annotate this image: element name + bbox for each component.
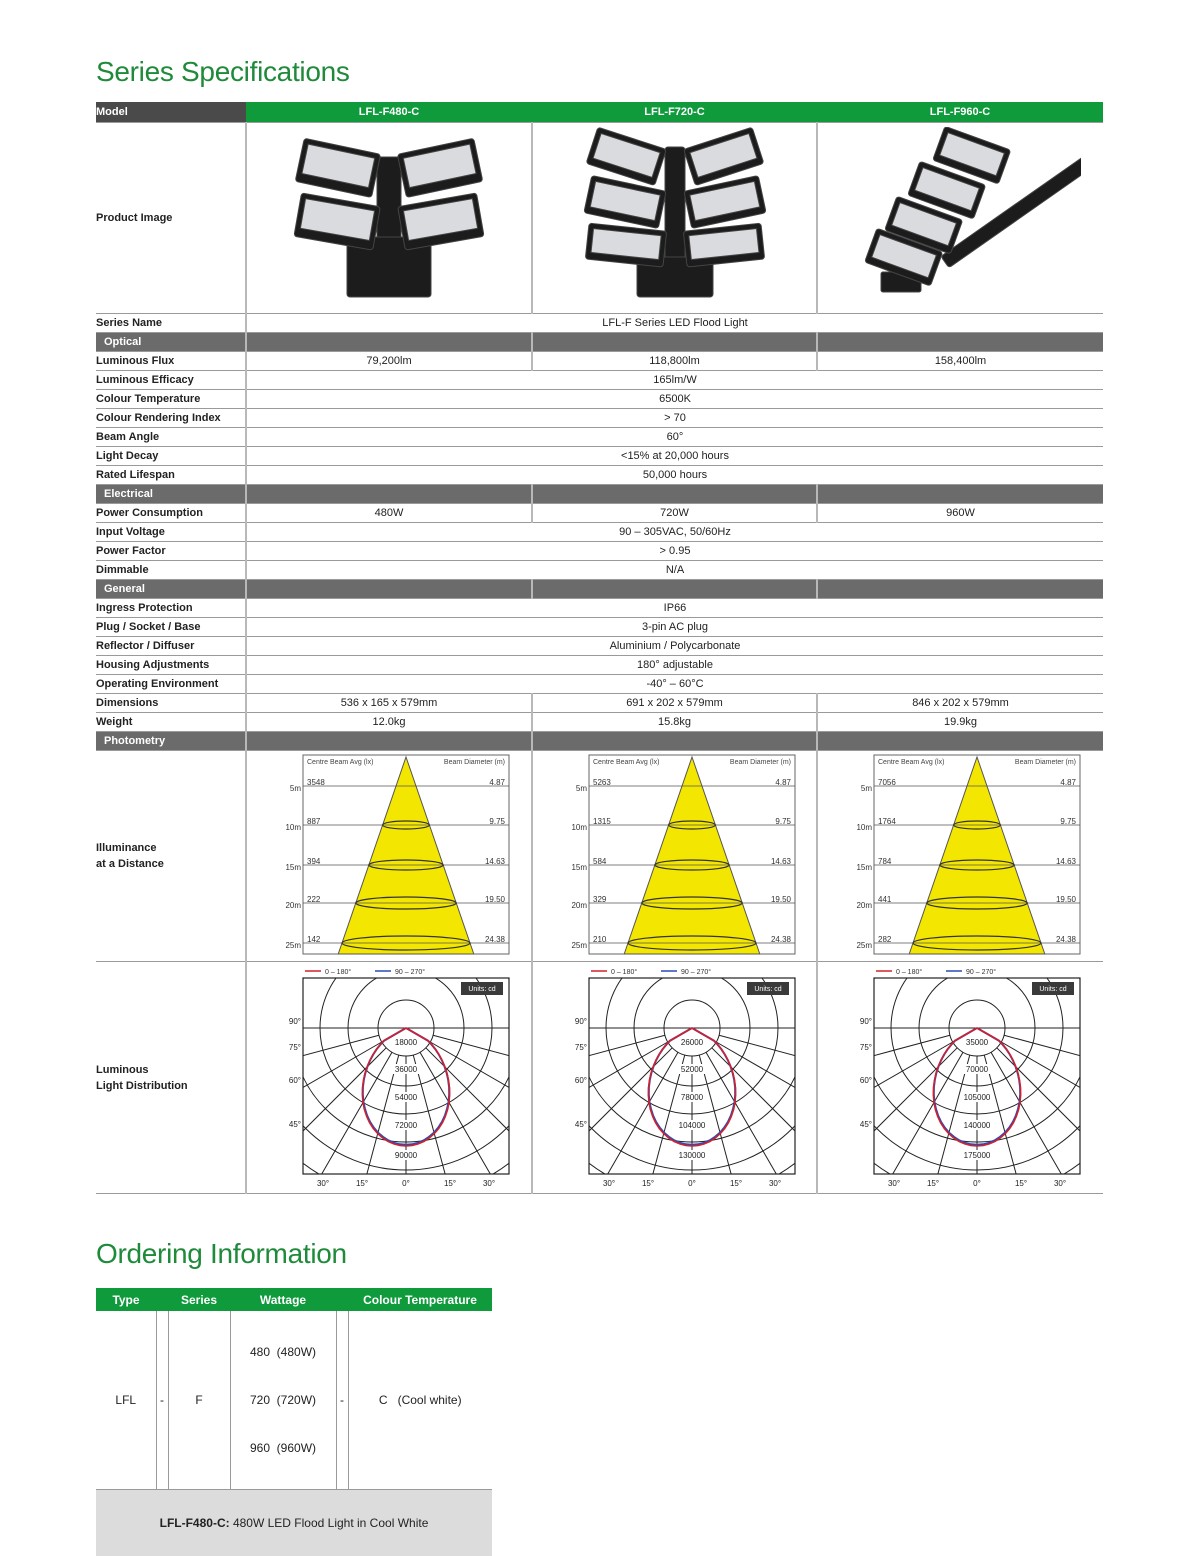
angle-label-bottom: 15° [356,1179,368,1188]
operating-env-value: -40° – 60°C [246,675,1103,694]
diameter-value: 9.75 [775,817,791,826]
product-image-1 [246,123,532,314]
distance-label: 20m [571,901,587,910]
illuminance-header-left: Centre Beam Avg (lx) [878,759,944,766]
model-1: LFL-F480-C [246,102,532,123]
polar-chart-1 [247,962,532,1190]
angle-label: 90° [289,1017,301,1026]
reflector-label: Reflector / Diffuser [96,637,246,656]
angle-label-bottom: 30° [317,1179,329,1188]
angle-label: 60° [860,1076,872,1085]
angle-label-bottom: 0° [688,1179,696,1188]
power-consumption-3: 960W [817,504,1103,523]
angle-label-bottom: 15° [927,1179,939,1188]
lux-value: 441 [878,895,892,904]
rated-lifespan-label: Rated Lifespan [96,466,246,485]
dimensions-1: 536 x 165 x 579mm [246,694,532,713]
order-wattage-2: 720 (720W) [232,1392,335,1408]
light-decay-label: Light Decay [96,447,246,466]
illuminance-chart-1 [247,751,532,958]
diameter-value: 14.63 [1056,857,1077,866]
order-dash-2: - [336,1311,348,1490]
ring-value: 26000 [681,1038,704,1047]
weight-3: 19.9kg [817,713,1103,732]
ring-value: 35000 [966,1038,989,1047]
illuminance-header-left: Centre Beam Avg (lx) [307,759,373,766]
order-wattage-3: 960 (960W) [232,1440,335,1456]
reflector-value: Aluminium / Polycarbonate [246,637,1103,656]
angle-label-bottom: 15° [730,1179,742,1188]
illuminance-header-left: Centre Beam Avg (lx) [593,759,659,766]
lux-value: 329 [593,895,607,904]
illuminance-cell-3 [817,751,1103,962]
rated-lifespan-value: 50,000 hours [246,466,1103,485]
angle-label: 45° [575,1120,587,1129]
diameter-value: 24.38 [771,935,792,944]
lux-value: 282 [878,935,892,944]
distribution-cell-3 [817,962,1103,1194]
lux-value: 210 [593,935,607,944]
operating-env-label: Operating Environment [96,675,246,694]
ring-value: 36000 [395,1065,418,1074]
section-general [96,580,1103,599]
cri-value: > 70 [246,409,1103,428]
distribution-cell-1 [246,962,532,1194]
ingress-label: Ingress Protection [96,599,246,618]
row-luminous-efficacy [96,371,1103,390]
section-photometry [96,732,1103,751]
ring-value: 72000 [395,1121,418,1130]
beam-angle-label: Beam Angle [96,428,246,447]
row-operating-env [96,675,1103,694]
colour-temperature-label: Colour Temperature [96,390,246,409]
angle-label: 90° [860,1017,872,1026]
row-dimmable [96,561,1103,580]
illuminance-label [96,751,246,962]
angle-label-bottom: 0° [402,1179,410,1188]
luminous-flux-2: 118,800lm [532,352,817,371]
lux-value: 584 [593,857,607,866]
distance-label: 15m [571,863,587,872]
dimensions-3: 846 x 202 x 579mm [817,694,1103,713]
row-plug [96,618,1103,637]
distance-label: 10m [856,823,872,832]
model-label: Model [96,102,246,123]
luminous-efficacy-label: Luminous Efficacy [96,371,246,390]
row-distribution [96,962,1103,1194]
distance-label: 15m [285,863,301,872]
dimensions-label: Dimensions [96,694,246,713]
diameter-value: 19.50 [771,895,792,904]
distance-label: 20m [285,901,301,910]
dimmable-value: N/A [246,561,1103,580]
beam-angle-value: 60° [246,428,1103,447]
distance-label: 5m [576,784,587,793]
distance-label: 15m [856,863,872,872]
order-header-type: Type [96,1288,156,1311]
input-voltage-label: Input Voltage [96,523,246,542]
row-light-decay [96,447,1103,466]
order-example [96,1490,492,1556]
angle-label: 60° [289,1076,301,1085]
distribution-label [96,962,246,1194]
colour-temperature-value: 6500K [246,390,1103,409]
luminous-efficacy-value: 165lm/W [246,371,1103,390]
legend-label-0-180: 0 – 180° [611,968,637,976]
legend-label-90-270: 90 – 270° [681,968,711,976]
distance-label: 25m [856,941,872,950]
series-name-label: Series Name [96,314,246,333]
distribution-label-2: Light Distribution [96,1080,188,1092]
ring-value: 104000 [679,1121,706,1130]
diameter-value: 24.38 [485,935,506,944]
angle-label: 60° [575,1076,587,1085]
plug-label: Plug / Socket / Base [96,618,246,637]
power-factor-label: Power Factor [96,542,246,561]
distance-label: 25m [285,941,301,950]
angle-label-bottom: 30° [888,1179,900,1188]
ring-value: 175000 [964,1151,991,1160]
row-housing [96,656,1103,675]
diameter-value: 14.63 [485,857,506,866]
angle-label: 90° [575,1017,587,1026]
angle-label: 45° [860,1120,872,1129]
dimmable-label: Dimmable [96,561,246,580]
distance-label: 10m [285,823,301,832]
model-3: LFL-F960-C [817,102,1103,123]
angle-label: 75° [289,1043,301,1052]
distance-label: 5m [861,784,872,793]
order-colour: C (Cool white) [348,1311,492,1490]
ring-value: 18000 [395,1038,418,1047]
row-illuminance [96,751,1103,962]
angle-label-bottom: 30° [483,1179,495,1188]
distance-label: 5m [290,784,301,793]
row-beam-angle [96,428,1103,447]
angle-label-bottom: 30° [603,1179,615,1188]
angle-label-bottom: 15° [1015,1179,1027,1188]
section-optical [96,333,1103,352]
product-image-2 [532,123,817,314]
order-dash-1: - [156,1311,168,1490]
angle-label-bottom: 0° [973,1179,981,1188]
lux-value: 1315 [593,817,611,826]
lux-value: 222 [307,895,321,904]
distribution-cell-2 [532,962,817,1194]
ring-value: 52000 [681,1065,704,1074]
power-consumption-1: 480W [246,504,532,523]
order-header-colour: Colour Temperature [348,1288,492,1311]
distribution-label-1: Luminous [96,1064,149,1076]
illuminance-header-right: Beam Diameter (m) [444,759,505,766]
model-2: LFL-F720-C [532,102,817,123]
illuminance-cell-1 [246,751,532,962]
order-example-code: LFL-F480-C: [160,1516,230,1530]
luminous-flux-1: 79,200lm [246,352,532,371]
luminous-flux-3: 158,400lm [817,352,1103,371]
section-general-label: General [96,580,246,599]
section-photometry-label: Photometry [96,732,246,751]
angle-label-bottom: 15° [444,1179,456,1188]
distance-label: 10m [571,823,587,832]
product-image-label: Product Image [96,123,246,314]
product-image-row [96,123,1103,314]
illuminance-label-1: Illuminance [96,842,157,854]
diameter-value: 24.38 [1056,935,1077,944]
order-series: F [168,1311,230,1490]
row-series-name [96,314,1103,333]
lux-value: 3548 [307,778,325,787]
distance-label: 25m [571,941,587,950]
legend-label-0-180: 0 – 180° [325,968,351,976]
units-label: Units: cd [1039,986,1066,993]
housing-label: Housing Adjustments [96,656,246,675]
illuminance-label-2: at a Distance [96,858,164,870]
units-label: Units: cd [468,986,495,993]
ingress-value: IP66 [246,599,1103,618]
row-dimensions [96,694,1103,713]
section-electrical-label: Electrical [96,485,246,504]
series-name-value: LFL-F Series LED Flood Light [246,314,1103,333]
order-type: LFL [96,1311,156,1490]
diameter-value: 4.87 [1060,778,1076,787]
plug-value: 3-pin AC plug [246,618,1103,637]
ring-value: 90000 [395,1151,418,1160]
row-luminous-flux [96,352,1103,371]
model-header-row [96,102,1103,123]
angle-label-bottom: 30° [1054,1179,1066,1188]
light-decay-value: <15% at 20,000 hours [246,447,1103,466]
diameter-value: 4.87 [775,778,791,787]
ring-value: 140000 [964,1121,991,1130]
lux-value: 784 [878,857,892,866]
distance-label: 20m [856,901,872,910]
weight-label: Weight [96,713,246,732]
angle-label-bottom: 15° [642,1179,654,1188]
ring-value: 130000 [679,1151,706,1160]
row-power-consumption [96,504,1103,523]
diameter-value: 9.75 [1060,817,1076,826]
row-rated-lifespan [96,466,1103,485]
diameter-value: 14.63 [771,857,792,866]
power-factor-value: > 0.95 [246,542,1103,561]
order-wattage-1: 480 (480W) [232,1344,335,1360]
input-voltage-value: 90 – 305VAC, 50/60Hz [246,523,1103,542]
ordering-title: Ordering Information [96,1238,347,1270]
dimensions-2: 691 x 202 x 579mm [532,694,817,713]
illuminance-header-right: Beam Diameter (m) [730,759,791,766]
row-weight [96,713,1103,732]
housing-value: 180° adjustable [246,656,1103,675]
weight-1: 12.0kg [246,713,532,732]
cri-label: Colour Rendering Index [96,409,246,428]
diameter-value: 19.50 [1056,895,1077,904]
ring-value: 70000 [966,1065,989,1074]
page-title: Series Specifications [96,56,350,88]
power-consumption-2: 720W [532,504,817,523]
polar-chart-3 [818,962,1103,1190]
lux-value: 887 [307,817,321,826]
power-consumption-label: Power Consumption [96,504,246,523]
lux-value: 5263 [593,778,611,787]
lux-value: 1764 [878,817,896,826]
order-example-text: 480W LED Flood Light in Cool White [230,1516,429,1530]
diameter-value: 4.87 [489,778,505,787]
lux-value: 142 [307,935,321,944]
order-header-series: Series [168,1288,230,1311]
spec-table [96,102,1103,1194]
legend-label-0-180: 0 – 180° [896,968,922,976]
order-header-wattage: Wattage [230,1288,336,1311]
row-input-voltage [96,523,1103,542]
angle-label: 75° [575,1043,587,1052]
row-cri [96,409,1103,428]
row-colour-temperature [96,390,1103,409]
angle-label: 45° [289,1120,301,1129]
diameter-value: 9.75 [489,817,505,826]
luminous-flux-label: Luminous Flux [96,352,246,371]
section-electrical [96,485,1103,504]
angle-label: 75° [860,1043,872,1052]
weight-2: 15.8kg [532,713,817,732]
row-reflector [96,637,1103,656]
product-image-3 [817,123,1103,314]
row-power-factor [96,542,1103,561]
lux-value: 7056 [878,778,896,787]
order-wattage [230,1311,336,1490]
angle-label-bottom: 30° [769,1179,781,1188]
diameter-value: 19.50 [485,895,506,904]
legend-label-90-270: 90 – 270° [395,968,425,976]
illuminance-chart-3 [818,751,1103,958]
polar-chart-2 [533,962,818,1190]
illuminance-cell-2 [532,751,817,962]
ring-value: 54000 [395,1093,418,1102]
ring-value: 78000 [681,1093,704,1102]
row-ingress [96,599,1103,618]
illuminance-header-right: Beam Diameter (m) [1015,759,1076,766]
ring-value: 105000 [964,1093,991,1102]
lux-value: 394 [307,857,321,866]
legend-label-90-270: 90 – 270° [966,968,996,976]
ordering-table [96,1288,492,1556]
illuminance-chart-2 [533,751,818,958]
section-optical-label: Optical [96,333,246,352]
units-label: Units: cd [754,986,781,993]
